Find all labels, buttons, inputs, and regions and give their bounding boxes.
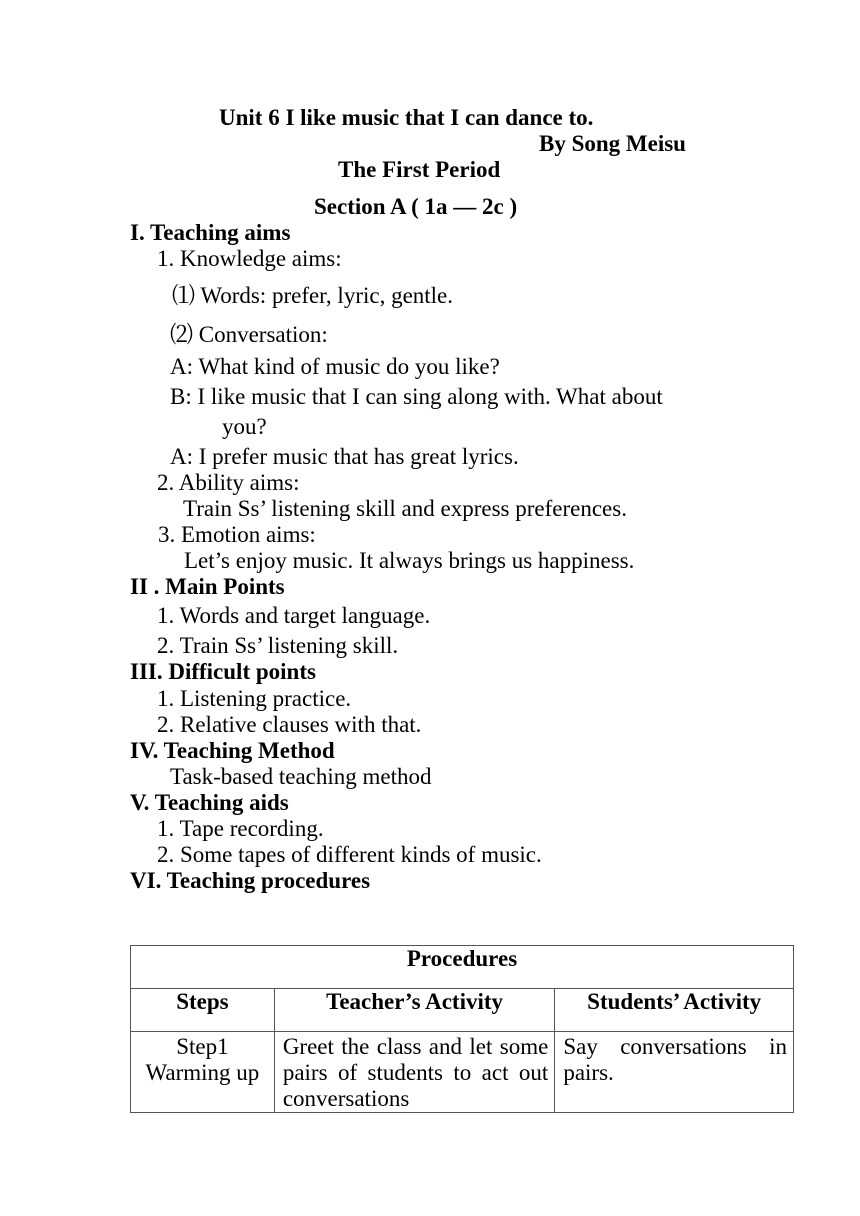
ability-aims-label: 2. Ability aims: bbox=[157, 470, 300, 495]
list-item: 1. Listening practice. bbox=[157, 686, 352, 711]
step-cell: Step1 Warming up bbox=[145, 1034, 260, 1085]
section-heading-method: IV. Teaching Method bbox=[130, 738, 335, 763]
knowledge-aims-label: 1. Knowledge aims: bbox=[157, 246, 342, 271]
author-line: By Song Meisu bbox=[539, 131, 686, 156]
section-heading-aids: V. Teaching aids bbox=[130, 790, 289, 815]
words-line: ⑴ Words: prefer, lyric, gentle. bbox=[172, 283, 454, 308]
procedures-table bbox=[130, 945, 794, 1113]
period-title: The First Period bbox=[338, 157, 501, 182]
column-header-steps: Steps bbox=[131, 989, 275, 1032]
procedures-numeral: VI bbox=[130, 868, 156, 893]
ability-aims-text: Train Ss’ listening skill and express preferences. bbox=[183, 496, 627, 521]
list-item: 1. Words and target language. bbox=[157, 603, 431, 628]
column-header-students: Students’ Activity bbox=[555, 989, 794, 1032]
emotion-aims-label: 3. Emotion aims: bbox=[158, 522, 316, 547]
table-title: Procedures bbox=[131, 946, 794, 989]
document-title: Unit 6 I like music that I can dance to. bbox=[219, 105, 594, 130]
section-heading-procedures bbox=[130, 868, 370, 894]
section-heading-difficult: III. Difficult points bbox=[130, 659, 316, 684]
conversation-line: B: I like music that I can sing along with. What about bbox=[170, 384, 663, 409]
list-item: 2. Relative clauses with that. bbox=[157, 712, 422, 737]
section-title: Section A ( 1a — 2c ) bbox=[314, 194, 518, 219]
section-heading-aims: I. Teaching aims bbox=[130, 220, 291, 245]
conversation-label: ⑵ Conversation: bbox=[170, 322, 328, 347]
column-header-teacher: Teacher’s Activity bbox=[274, 989, 555, 1032]
conversation-line-continued: you? bbox=[222, 414, 267, 439]
method-text: Task-based teaching method bbox=[170, 764, 432, 789]
emotion-aims-text: Let’s enjoy music. It always brings us happiness. bbox=[184, 548, 635, 573]
teacher-activity-cell: Greet the class and let some pairs of students to act out conversations bbox=[282, 1034, 549, 1111]
conversation-line: A: I prefer music that has great lyrics. bbox=[170, 444, 519, 469]
table-row bbox=[131, 1032, 794, 1113]
list-item: 2. Train Ss’ listening skill. bbox=[157, 633, 399, 658]
students-activity-cell: Say conversations in pairs. bbox=[563, 1034, 787, 1085]
list-item: 1. Tape recording. bbox=[157, 816, 324, 841]
procedures-heading-text: . Teaching procedures bbox=[155, 868, 371, 893]
section-heading-main-points: II . Main Points bbox=[130, 574, 285, 599]
conversation-line: A: What kind of music do you like? bbox=[170, 354, 500, 379]
list-item: 2. Some tapes of different kinds of music. bbox=[157, 842, 542, 867]
